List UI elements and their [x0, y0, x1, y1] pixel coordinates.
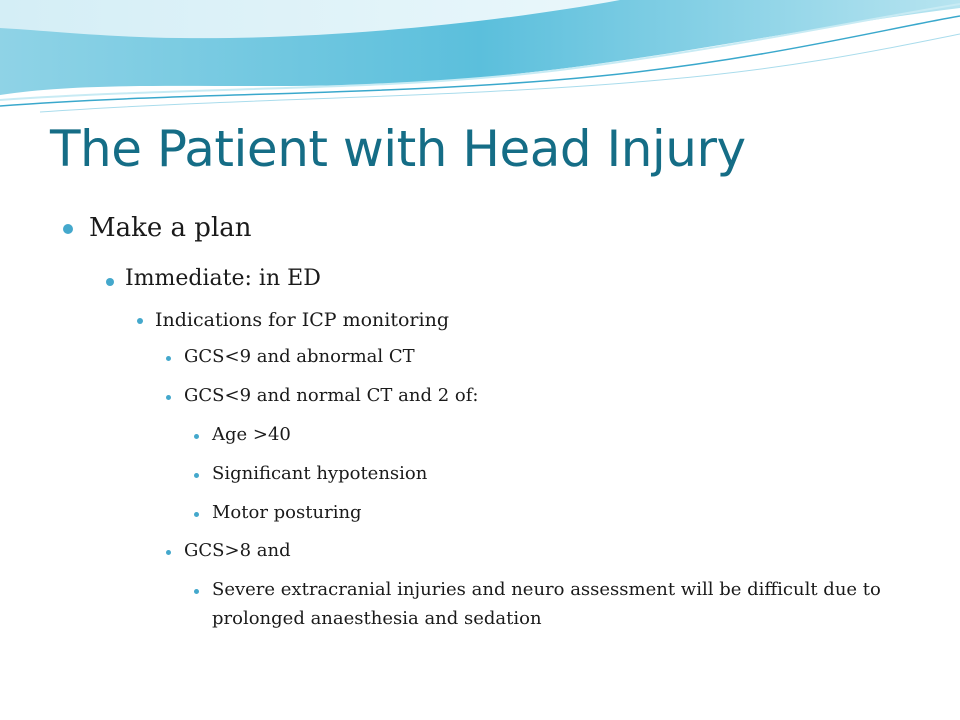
- bullet-immediate-in-ed: Immediate: in ED: [125, 266, 321, 291]
- bullet-gcs-greater-8: GCS>8 and: [184, 540, 291, 561]
- bullet-icon: [166, 550, 171, 555]
- bullet-gcs-abnormal-ct: GCS<9 and abnormal CT: [184, 346, 415, 367]
- header-wave-decoration: [0, 0, 960, 115]
- bullet-make-a-plan: Make a plan: [89, 213, 252, 243]
- bullet-hypotension: Significant hypotension: [212, 463, 428, 484]
- bullet-icon: [166, 356, 171, 361]
- bullet-extracranial-injuries: Severe extracranial injuries and neuro assessment will be difficult due to prolonged anaesthesia and sedation: [212, 579, 881, 629]
- bullet-icon: [194, 434, 199, 439]
- bullet-icon: [63, 224, 73, 234]
- bullet-icon: [137, 318, 143, 324]
- bullet-motor-posturing: Motor posturing: [212, 502, 362, 523]
- bullet-icon: [194, 589, 199, 594]
- bullet-age: Age >40: [212, 424, 291, 445]
- bullet-icon: [106, 278, 114, 286]
- bullet-gcs-normal-ct: GCS<9 and normal CT and 2 of:: [184, 385, 479, 406]
- slide-title: The Patient with Head Injury: [50, 120, 746, 178]
- bullet-icon: [166, 395, 171, 400]
- bullet-icon: [194, 512, 199, 517]
- bullet-icon: [194, 473, 199, 478]
- bullet-icp-indications: Indications for ICP monitoring: [155, 309, 449, 331]
